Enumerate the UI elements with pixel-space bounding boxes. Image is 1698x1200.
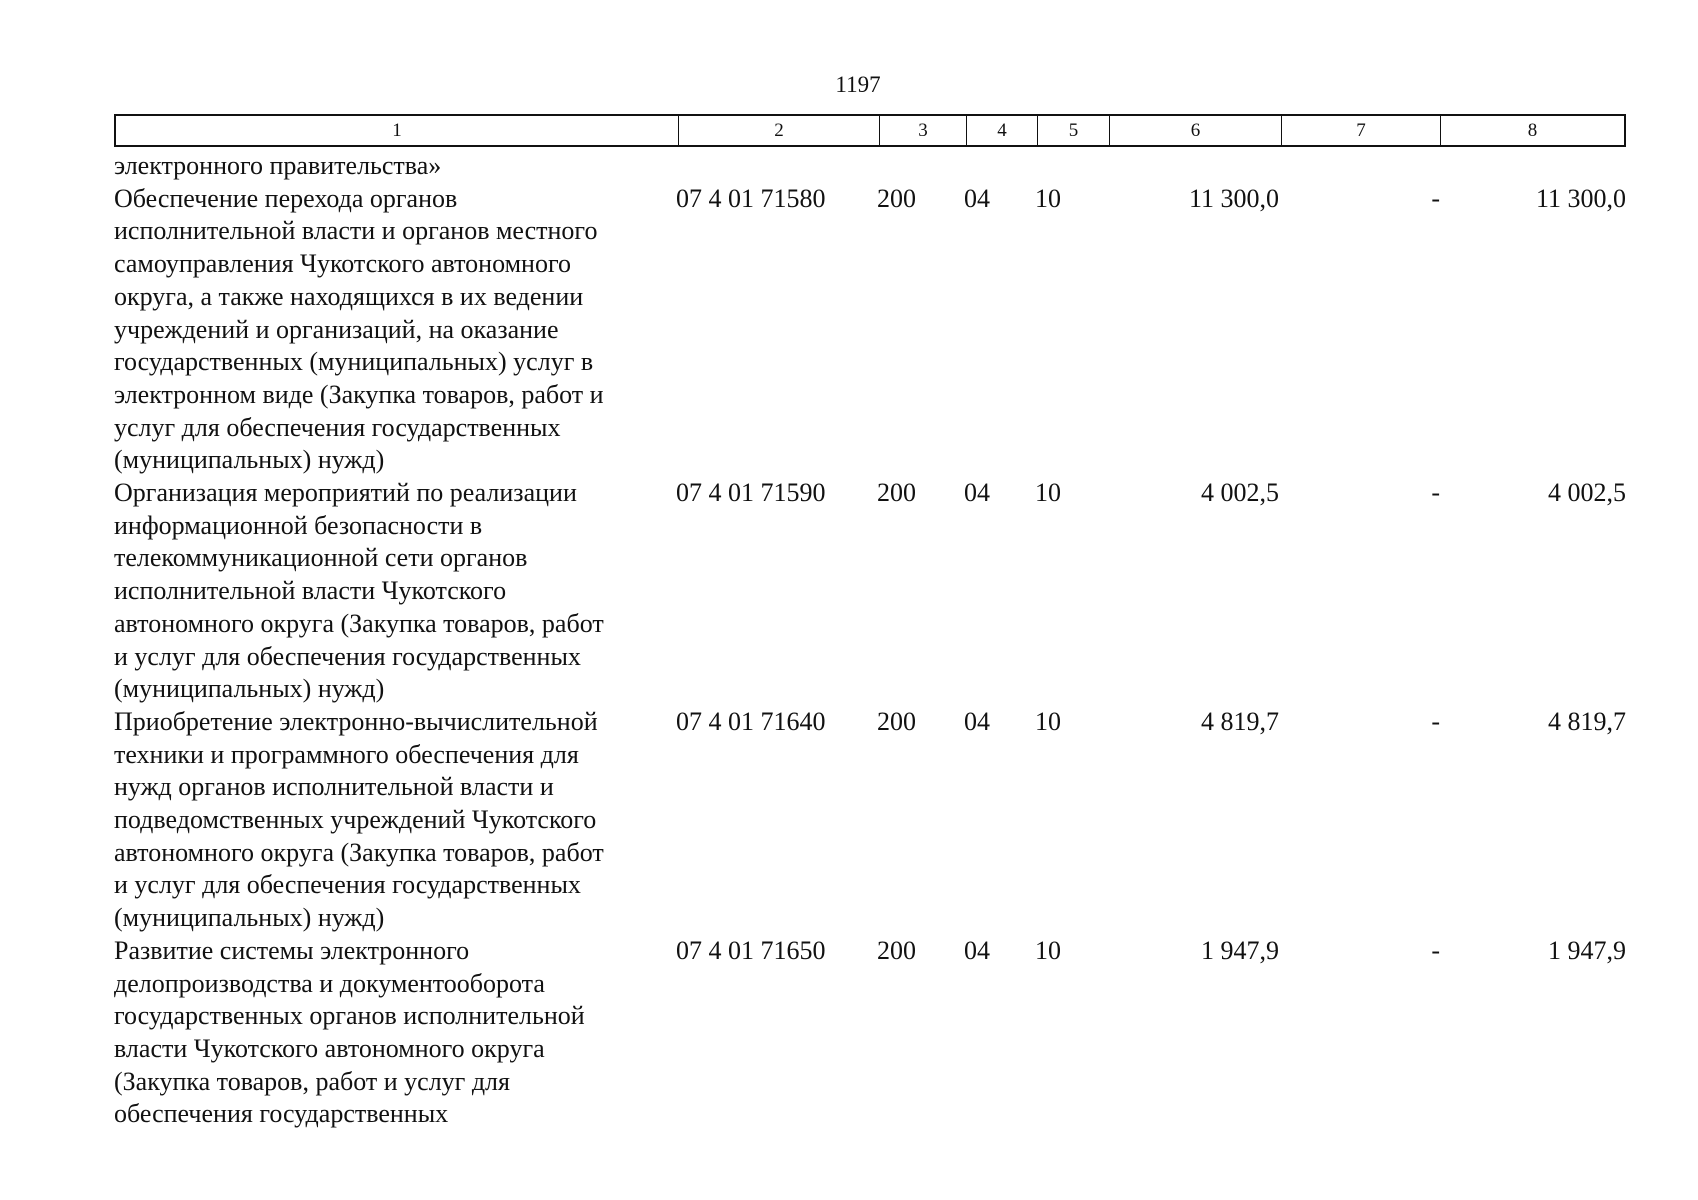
row-section: 04 [964, 706, 990, 736]
row-target-code: 07 4 01 71580 [676, 183, 826, 213]
table-row [114, 183, 1634, 477]
page-number: 1197 [835, 72, 881, 97]
row-section: 04 [964, 183, 990, 213]
row-amount-col6: 11 300,0 [1188, 183, 1279, 213]
row-expense-type: 200 [877, 935, 916, 965]
row-name-line: (Закупка товаров, работ и услуг для [114, 1066, 510, 1096]
row-section: 04 [964, 478, 990, 508]
row-amount-col8: 4 002,5 [1548, 478, 1626, 508]
row-name-line: (муниципальных) нужд) [114, 903, 385, 933]
row-expense-type: 200 [877, 478, 916, 508]
header-col-6: 6 [1109, 116, 1281, 145]
row-target-code: 07 4 01 71650 [676, 935, 826, 965]
row-name-line: Приобретение электронно-вычислительной [114, 706, 598, 736]
table-row [114, 935, 1634, 1131]
row-name-line: (муниципальных) нужд) [114, 445, 385, 475]
row-name [114, 706, 676, 935]
row-name [114, 477, 676, 706]
row-name-line: округа, а также находящихся в их ведении [114, 281, 584, 311]
row-amount-col6: 1 947,9 [1201, 935, 1279, 965]
table-row [114, 477, 1634, 706]
row-name-line: телекоммуникационной сети органов [114, 543, 528, 573]
row-name-line: электронного правительства» [114, 151, 442, 180]
row-subsection: 10 [1035, 935, 1061, 965]
row-amount-col8: 4 819,7 [1548, 706, 1626, 736]
row-expense-type: 200 [877, 706, 916, 736]
row-name-line: нужд органов исполнительной власти и [114, 772, 554, 802]
row-name [114, 150, 676, 183]
row-name-line: самоуправления Чукотского автономного [114, 249, 571, 279]
row-name-line: государственных (муниципальных) услуг в [114, 347, 594, 377]
row-name-line: исполнительной власти и органов местного [114, 216, 598, 246]
table-row [114, 706, 1634, 935]
row-target-code: 07 4 01 71640 [676, 706, 826, 736]
row-name-line: власти Чукотского автономного округа [114, 1033, 545, 1063]
row-amount-col7: - [1431, 183, 1440, 213]
row-name [114, 183, 676, 477]
row-subsection: 10 [1035, 183, 1061, 213]
row-section: 04 [964, 935, 990, 965]
header-col-4: 4 [966, 116, 1037, 145]
row-name-line: Обеспечение перехода органов [114, 183, 458, 213]
row-name-line: и услуг для обеспечения государственных [114, 641, 581, 671]
header-col-7: 7 [1281, 116, 1440, 145]
row-name-line: автономного округа (Закупка товаров, работ [114, 608, 604, 638]
column-number-header [114, 114, 1626, 147]
table-row [114, 150, 1634, 183]
header-col-1: 1 [392, 120, 402, 141]
row-name-line: Организация мероприятий по реализации [114, 478, 577, 508]
row-amount-col7: - [1431, 706, 1440, 736]
row-subsection: 10 [1035, 706, 1061, 736]
row-name-line: информационной безопасности в [114, 510, 483, 540]
row-amount-col6: 4 819,7 [1201, 706, 1279, 736]
row-name-line: и услуг для обеспечения государственных [114, 870, 581, 900]
row-name [114, 935, 676, 1131]
row-name-line: обеспечения государственных [114, 1099, 449, 1129]
budget-table-body [114, 150, 1634, 1131]
row-name-line: электронном виде (Закупка товаров, работ и [114, 379, 604, 409]
row-name-line: делопроизводства и документооборота [114, 968, 545, 998]
row-name-line: исполнительной власти Чукотского [114, 576, 507, 606]
row-subsection: 10 [1035, 478, 1061, 508]
row-name-line: автономного округа (Закупка товаров, работ [114, 837, 604, 867]
row-amount-col7: - [1431, 478, 1440, 508]
row-name-line: учреждений и организаций, на оказание [114, 314, 559, 344]
row-amount-col7: - [1431, 935, 1440, 965]
row-amount-col8: 1 947,9 [1548, 935, 1626, 965]
header-col-5: 5 [1037, 116, 1109, 145]
row-name-line: государственных органов исполнительной [114, 1001, 585, 1031]
row-amount-col8: 11 300,0 [1535, 183, 1626, 213]
row-expense-type: 200 [877, 183, 916, 213]
row-target-code: 07 4 01 71590 [676, 478, 826, 508]
row-amount-col6: 4 002,5 [1201, 478, 1279, 508]
header-col-2: 2 [678, 116, 879, 145]
row-name-line: услуг для обеспечения государственных [114, 412, 561, 442]
row-name-line: подведомственных учреждений Чукотского [114, 805, 597, 835]
header-col-8: 8 [1440, 116, 1624, 145]
row-name-line: (муниципальных) нужд) [114, 674, 385, 704]
row-name-line: техники и программного обеспечения для [114, 739, 579, 769]
row-name-line: Развитие системы электронного [114, 935, 470, 965]
header-col-3: 3 [879, 116, 966, 145]
